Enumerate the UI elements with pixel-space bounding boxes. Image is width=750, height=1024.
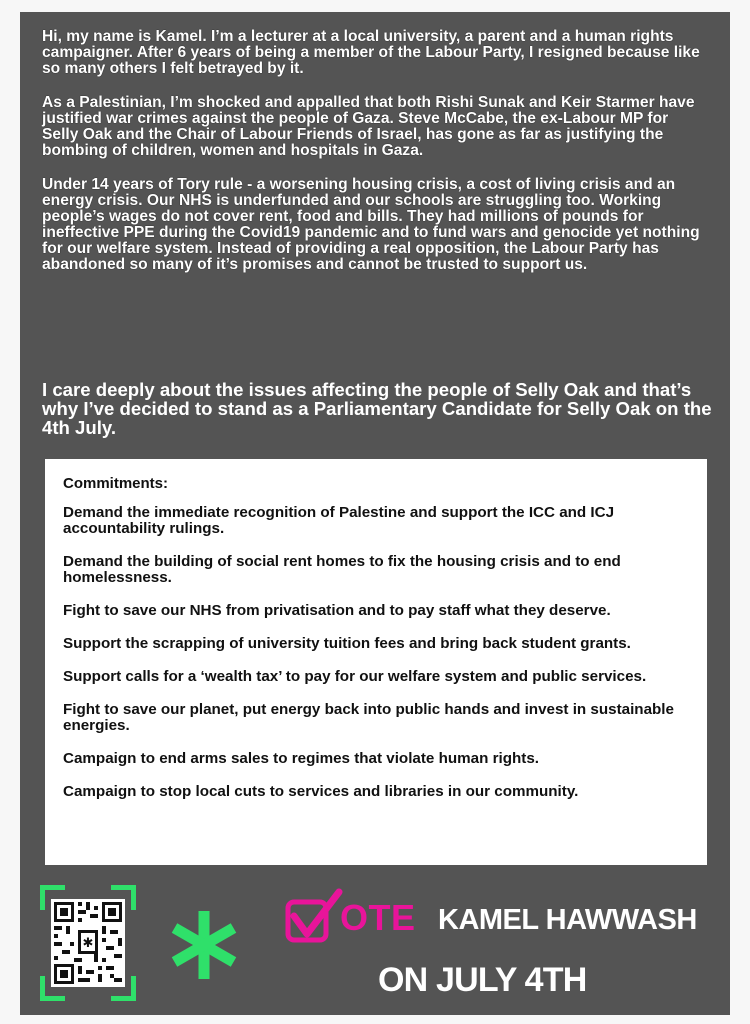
commitment-item: Fight to save our planet, put energy back into public hands and invest in sustainable energies. (63, 701, 674, 734)
commitments-title: Commitments: (63, 475, 169, 492)
asterisk-icon (168, 909, 240, 981)
intro-text (42, 29, 708, 291)
commitment-item: Demand the building of social rent homes to fix the housing crisis and to end homelessness. (63, 553, 621, 586)
commitment-item: Fight to save our NHS from privatisation and to pay staff what they deserve. (63, 602, 611, 619)
leaflet-panel (20, 12, 730, 1015)
commitment-item: Campaign to end arms sales to regimes that violate human rights. (63, 750, 539, 767)
commitment-item: Support the scrapping of university tuition fees and bring back student grants. (63, 635, 631, 652)
svg-text:✱: ✱ (82, 936, 94, 951)
intro-paragraph-3: Under 14 years of Tory rule - a worsening housing crisis, a cost of living crisis and an energy crisis. Our NHS is underfunded and our schools are struggling too. Working people’s wages do not cover rent, food and bills. They had millions of pounds for ineffective PPE during the Covid19 pandemic and to fund wars and genocide yet nothing for our welfare system. Instead of providing a real opposition, the Labour Party has abandoned so many of it’s promises and cannot be trusted to support us. (42, 176, 700, 273)
qr-code-frame[interactable] (40, 885, 136, 1001)
commitment-item: Demand the immediate recognition of Palestine and support the ICC and ICJ accountability rulings. (63, 504, 615, 537)
qr-code-icon[interactable] (51, 899, 125, 987)
commitment-item: Campaign to stop local cuts to services and libraries in our community. (63, 783, 579, 800)
intro-paragraph-1: Hi, my name is Kamel. I’m a lecturer at a local university, a parent and a human rights campaigner. After 6 years of being a member of the Labour Party, I resigned because like so many others I felt betrayed by it. (42, 28, 700, 77)
intro-paragraph-2: As a Palestinian, I’m shocked and appalled that both Rishi Sunak and Keir Starmer have justified war crimes against the people of Gaza. Steve McCabe, the ex-Labour MP for Selly Oak and the Chair of Labour Friends of Israel, has gone as far as justifying the bombing of children, women and hospitals in Gaza. (42, 94, 695, 159)
checkbox-tick-icon (285, 888, 343, 946)
commitment-item: Support calls for a ‘wealth tax’ to pay for our welfare system and public services. (63, 668, 647, 685)
stand-statement: I care deeply about the issues affecting the people of Selly Oak and that’s why I’ve decided to stand as a Parliamentary Candidate for Selly Oak on the 4th July. (42, 379, 712, 438)
vote-word: OTE (340, 897, 416, 938)
commitments-list (63, 505, 693, 817)
election-date: ON JULY 4TH (378, 961, 587, 999)
candidate-name: KAMEL HAWWASH (438, 904, 697, 936)
commitments-card (45, 459, 707, 865)
